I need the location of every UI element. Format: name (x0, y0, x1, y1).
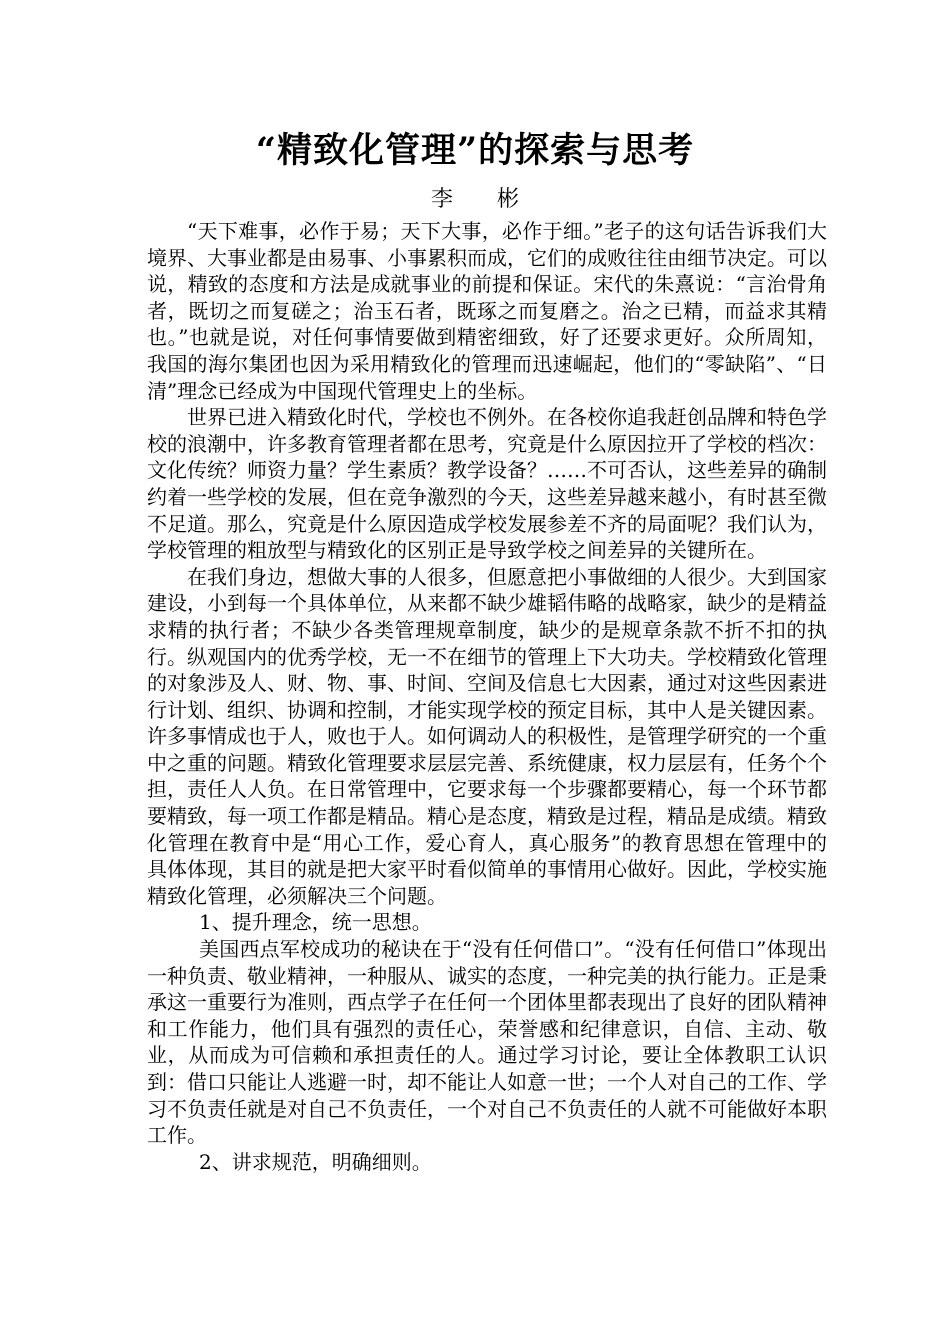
section-heading-2: 2、讲求规范，明确细则。 (199, 1149, 432, 1174)
document-author: 李 彬 (430, 187, 519, 212)
document-body (147, 218, 827, 1175)
paragraph-details: 在我们身边，想做大事的人很多，但愿意把小事做细的人很少。大到国家建设，小到每一个具体单位，从来都不缺少雄韬伟略的战略家，缺少的是精益求精的执行者；不缺少各类管理规章制度，缺少的是规章条款不折不扣的执行。纵观国内的优秀学校，无一不在细节的管理上下大功夫。学校精致化管理的对象涉及人、财、物、事、时间、空间及信息七大因素，通过对这些因素进行计划、组织、协调和控制，才能实现学校的预定目标，其中人是关键因素。许多事情成也于人，败也于人。如何调动人的积极性，是管理学研究的一个重中之重的问题。精致化管理要求层层完善、系统健康，权力层层有，任务个个担，责任人人负。在日常管理中，它要求每一个步骤都要精心，每一个环节都要精致，每一项工作都是精品。精心是态度，精致是过程，精品是成绩。精致化管理在教育中是“用心工作，爱心育人，真心服务”的教育思想在管理中的具体体现，其目的就是把大家平时看似简单的事情用心做好。因此，学校实施精致化管理，必须解决三个问题。 (147, 564, 827, 908)
document-title: “精致化管理”的探索与思考 (255, 130, 695, 171)
paragraph-era: 世界已进入精致化时代，学校也不例外。在各校你追我赶创品牌和特色学校的浪潮中，许多教育管理者都在思考，究竟是什么原因拉开了学校的档次：文化传统？师资力量？学生素质？教学设备？……不可否认，这些差异的确制约着一些学校的发展，但在竞争激烈的今天，这些差异越来越小，有时甚至微不足道。那么，究竟是什么原因造成学校发展参差不齐的局面呢？我们认为，学校管理的粗放型与精致化的区别正是导致学校之间差异的关键所在。 (147, 405, 827, 563)
paragraph-westpoint: 美国西点军校成功的秘诀在于“没有任何借口”。“没有任何借口”体现出一种负责、敬业精神，一种服从、诚实的态度，一种完美的执行能力。正是秉承这一重要行为准则，西点学子在任何一个团体里都表现出了良好的团队精神和工作能力，他们具有强烈的责任心，荣誉感和纪律意识，自信、主动、敬业，从而成为可信赖和承担责任的人。通过学习讨论，要让全体教职工认识到：借口只能让人逃避一时，却不能让人如意一世；一个人对自己的工作、学习不负责任就是对自己不负责任，一个对自己不负责任的人就不可能做好本职工作。 (147, 937, 827, 1148)
section-heading-1: 1、提升理念，统一思想。 (199, 910, 432, 935)
paragraph-intro: “天下难事，必作于易；天下大事，必作于细。”老子的这句话告诉我们大境界、大事业都是由易事、小事累积而成，它们的成败往往由细节决定。可以说，精致的态度和方法是成就事业的前提和保证。宋代的朱熹说：“言治骨角者，既切之而复磋之；治玉石者，既琢之而复磨之。治之已精，而益求其精也。”也就是说，对任何事情要做到精密细致，好了还要求更好。众所周知，我国的海尔集团也因为采用精致化的管理而迅速崛起，他们的“零缺陷”、“日清”理念已经成为中国现代管理史上的坐标。 (147, 219, 827, 403)
